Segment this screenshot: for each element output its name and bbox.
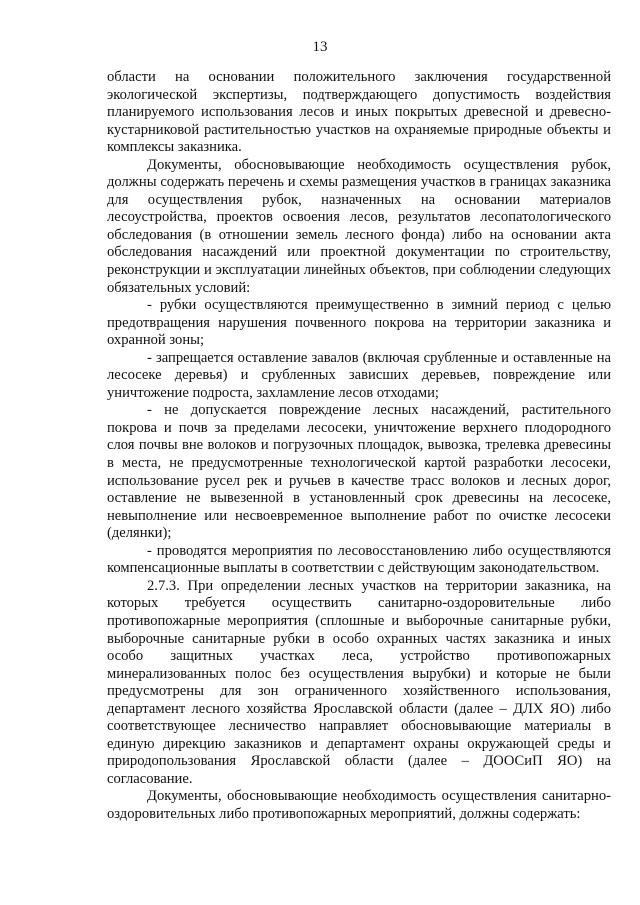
paragraph: области на основании положительного заключения государственной экологической экспертизы, подтверждающего допустимость воздействия планируемого использования лесов и иных покрытых древесной и древесно-кустарниковой растительностью участков на охраняемые природные объекты и комплексы заказника.: [107, 69, 611, 156]
paragraph: Документы, обосновывающие необходимость осуществления санитарно-оздоровительных либо противопожарных мероприятий, должны содержать:: [107, 788, 611, 822]
body-text: [107, 69, 611, 824]
paragraph: - рубки осуществляются преимущественно в зимний период с целью предотвращения нарушения почвенного покрова на территории заказника и охранной зоны;: [107, 297, 611, 349]
paragraph: - не допускается повреждение лесных насаждений, растительного покрова и почв за пределами лесосеки, уничтожение верхнего плодородного слоя почвы вне волоков и погрузочных площадок, вывозка, трелевка древесины в места, не предусмотренные технологической картой разработки лесосеки, использование русел рек и ручьев в качестве трасс волоков и лесных дорог, оставление не вывезенной в установленный срок древесины на лесосеке, невыполнение или несвоевременное выполнение работ по очистке лесосеки (делянки);: [107, 402, 611, 542]
paragraph: 2.7.3. При определении лесных участков на территории заказника, на которых требуется осуществить санитарно-оздоровительные либо противопожарные мероприятия (сплошные и выборочные санитарные рубки, выборочные санитарные рубки в особо охранных частях заказника и иных особо защитных участках леса, устройство противопожарных минерализованных полос без осуществления вырубки) и которые не были предусмотрены для зон ограниченного хозяйственного использования, департамент лесного хозяйства Ярославской области (далее – ДЛХ ЯО) либо соответствующее лесничество направляет обосновывающие материалы в единую дирекцию заказников и департамент охраны окружающей среды и природопользования Ярославской области (далее – ДООСиП ЯО) на согласование.: [107, 577, 611, 787]
paragraph: - проводятся мероприятия по лесовосстановлению либо осуществляются компенсационные выплаты в соответствии с действующим законодательством.: [107, 542, 611, 577]
paragraph: Документы, обосновывающие необходимость осуществления рубок, должны содержать перечень и схемы размещения участков в границах заказника для осуществления рубок, назначенных на основании материалов лесоустройства, проектов освоения лесов, результатов лесопатологического обследования (в отношении земель лесного фонда) либо на основании акта обследования насаждений или проектной документации по строительству, реконструкции и эксплуатации линейных объектов, при соблюдении следующих обязательных условий:: [107, 156, 611, 296]
page-number: 13: [312, 39, 328, 55]
paragraph: - запрещается оставление завалов (включая срубленные и оставленные на лесосеке деревья) и срубленных зависших деревьев, повреждение или уничтожение подроста, захламление лесов отходами;: [107, 349, 611, 401]
